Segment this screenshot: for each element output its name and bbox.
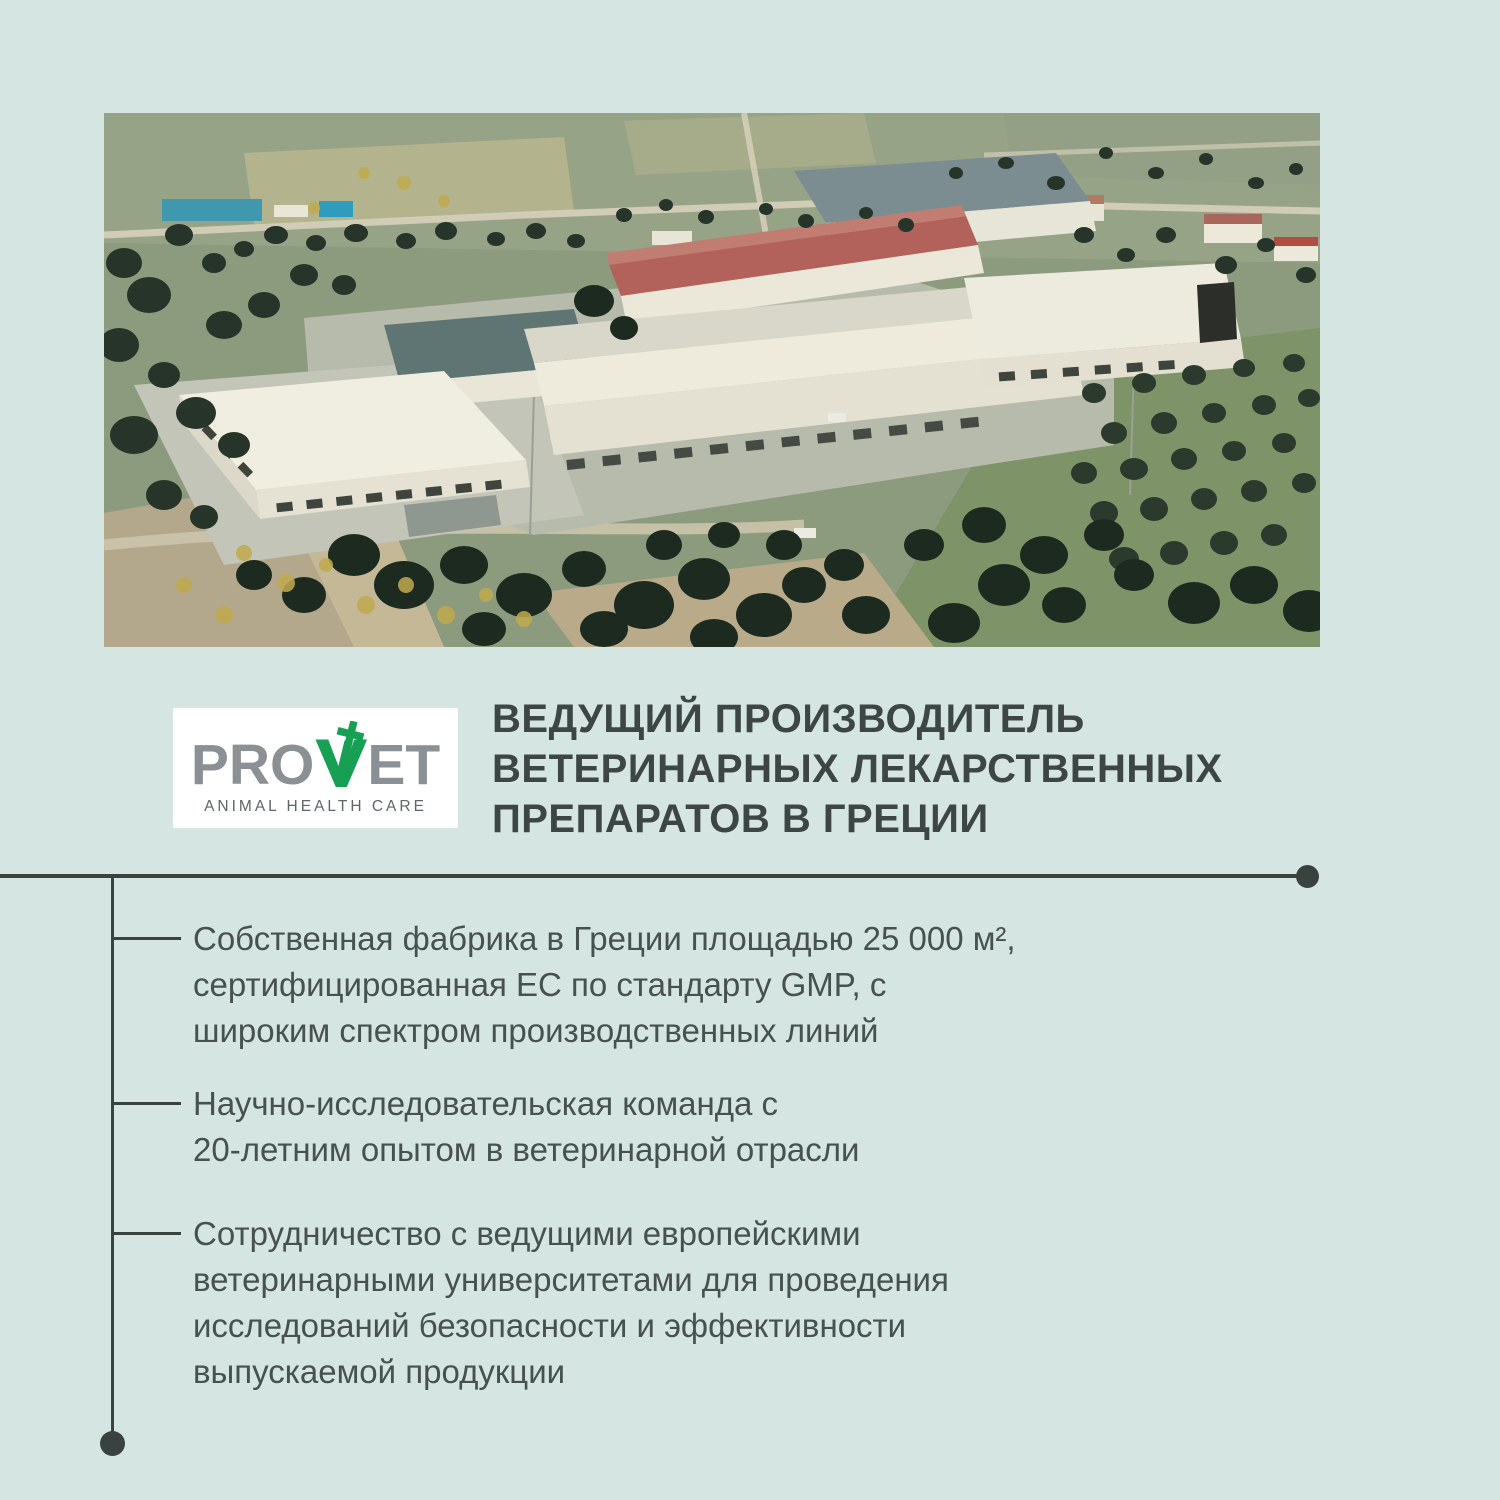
logo-text-pro: PRO (190, 732, 315, 797)
provet-wordmark (190, 721, 441, 797)
divider-end-dot (1296, 865, 1319, 888)
factory-aerial-photo-art (104, 113, 1320, 647)
logo-tagline: ANIMAL HEALTH CARE (204, 797, 427, 815)
vertical-divider (111, 876, 114, 1433)
list-item-text: Сотрудничество с ведущими европейскими ветеринарными университетами для проведения исследований безопасности и эффективности выпускаемой продукции (193, 1215, 949, 1390)
list-item-factory (193, 916, 1193, 1054)
list-item-text: Научно-исследовательская команда с 20-летним опытом в ветеринарной отрасли (193, 1085, 860, 1168)
provet-logo (173, 708, 458, 828)
list-item-text: Собственная фабрика в Греции площадью 25 000 м², сертифицированная ЕС по стандарту GMP, с широким спектром производственных линий (193, 920, 1016, 1049)
page-title: ВЕДУЩИЙ ПРОИЗВОДИТЕЛЬ ВЕТЕРИНАРНЫХ ЛЕКАРСТВЕННЫХ ПРЕПАРАТОВ В ГРЕЦИИ (492, 697, 1223, 841)
factory-aerial-photo (104, 113, 1320, 647)
list-item-universities (193, 1211, 1193, 1395)
bullet-list (193, 916, 1193, 1395)
provet-v-cross-icon (312, 721, 370, 795)
list-item-research-team (193, 1081, 1193, 1173)
logo-text-et: ET (367, 732, 441, 797)
horizontal-divider (0, 874, 1297, 878)
vertical-end-dot (100, 1431, 125, 1456)
